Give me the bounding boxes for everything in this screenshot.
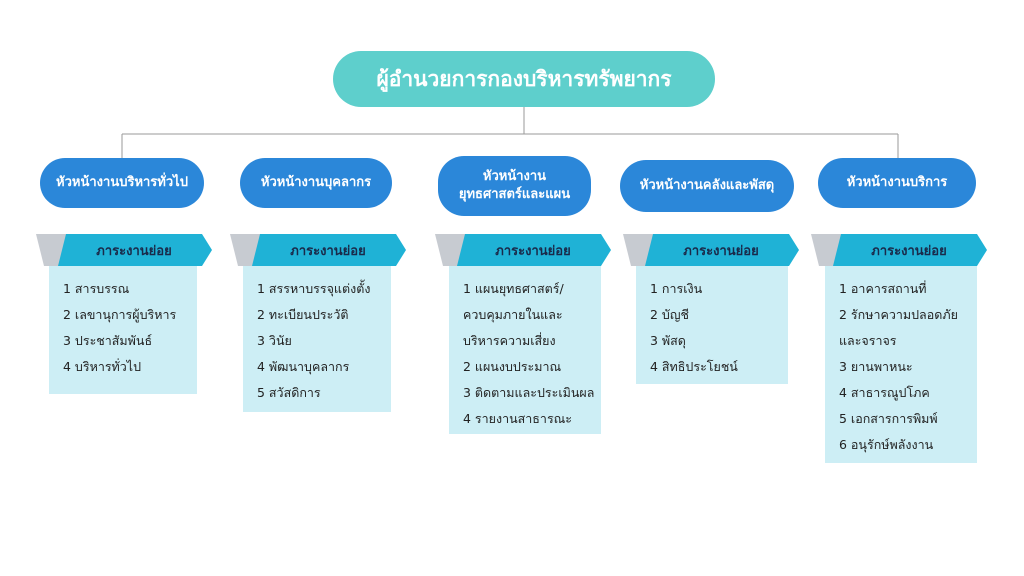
department-head-5: [818, 158, 976, 208]
subtask-item: 1 อาคารสถานที่: [839, 281, 927, 296]
department-head-4: [620, 160, 794, 212]
director-title: ผู้อำนวยการกองบริหารทรัพยากร: [376, 66, 672, 91]
subtask-item: 1 สรรหาบรรจุแต่งตั้ง: [257, 281, 371, 296]
subtask-item: 2 แผนงบประมาณ: [463, 359, 562, 374]
subtask-list: [825, 266, 977, 463]
subtask-banner: [230, 234, 406, 266]
subtask-item: 5 สวัสดิการ: [257, 385, 321, 400]
subtask-banner: [811, 234, 987, 266]
subtask-item: ควบคุมภายในและ: [463, 307, 563, 322]
subtask-banner-label: ภาระงานย่อย: [290, 243, 366, 259]
subtask-item: 2 บัญชี: [650, 307, 689, 322]
subtask-item: 1 การเงิน: [650, 281, 703, 296]
subtask-banner-label: ภาระงานย่อย: [683, 243, 759, 259]
subtask-item: บริหารความเสี่ยง: [463, 333, 556, 348]
subtask-banner: [36, 234, 212, 266]
subtask-item: 2 รักษาความปลอดภัย: [839, 307, 958, 322]
department-head-1: [40, 158, 204, 208]
subtask-item: 5 เอกสารการพิมพ์: [839, 411, 938, 426]
subtask-banner: [435, 234, 611, 266]
subtask-banner-label: ภาระงานย่อย: [871, 243, 947, 259]
department-head-3: [438, 156, 591, 216]
subtask-item: 4 รายงานสาธารณะ: [463, 411, 572, 426]
subtask-item: 4 พัฒนาบุคลากร: [257, 359, 350, 374]
subtask-item: และจราจร: [839, 333, 897, 348]
subtask-item: 4 บริหารทั่วไป: [63, 359, 142, 374]
department-head-label: หัวหน้างานบริการ: [846, 175, 948, 191]
department-head-label: หัวหน้างานคลังและพัสดุ: [639, 178, 775, 194]
director-node: [333, 51, 715, 107]
subtask-item: 2 ทะเบียนประวัติ: [257, 307, 349, 322]
subtask-list: [243, 266, 391, 412]
subtask-item: 3 ยานพาหนะ: [839, 359, 913, 374]
subtask-list: [636, 266, 788, 384]
subtask-item: 6 อนุรักษ์พลังงาน: [839, 437, 934, 452]
department-head-2: [240, 158, 392, 208]
subtask-banner-label: ภาระงานย่อย: [96, 243, 172, 259]
department-head-label: หัวหน้างานบุคลากร: [260, 175, 372, 191]
subtask-list: [449, 266, 601, 434]
subtask-banner: [623, 234, 799, 266]
subtask-item: 3 วินัย: [257, 333, 292, 348]
subtask-item: 3 ติดตามและประเมินผล: [463, 385, 595, 400]
department-head-label: หัวหน้างาน ยุทธศาสตร์และแผน: [458, 169, 571, 202]
subtask-item: 1 สารบรรณ: [63, 281, 130, 296]
subtask-item: 1 แผนยุทธศาสตร์/: [463, 281, 564, 296]
subtask-item: 3 พัสดุ: [650, 333, 686, 348]
department-head-label: หัวหน้างานบริหารทั่วไป: [56, 175, 188, 191]
subtask-item: 2 เลขานุการผู้บริหาร: [63, 307, 177, 322]
subtask-item: 4 สิทธิประโยชน์: [650, 359, 738, 374]
subtask-item: 4 สาธารณูปโภค: [839, 385, 930, 400]
subtask-banner-label: ภาระงานย่อย: [495, 243, 571, 259]
subtask-item: 3 ประชาสัมพันธ์: [63, 333, 153, 348]
subtask-list: [49, 266, 197, 394]
